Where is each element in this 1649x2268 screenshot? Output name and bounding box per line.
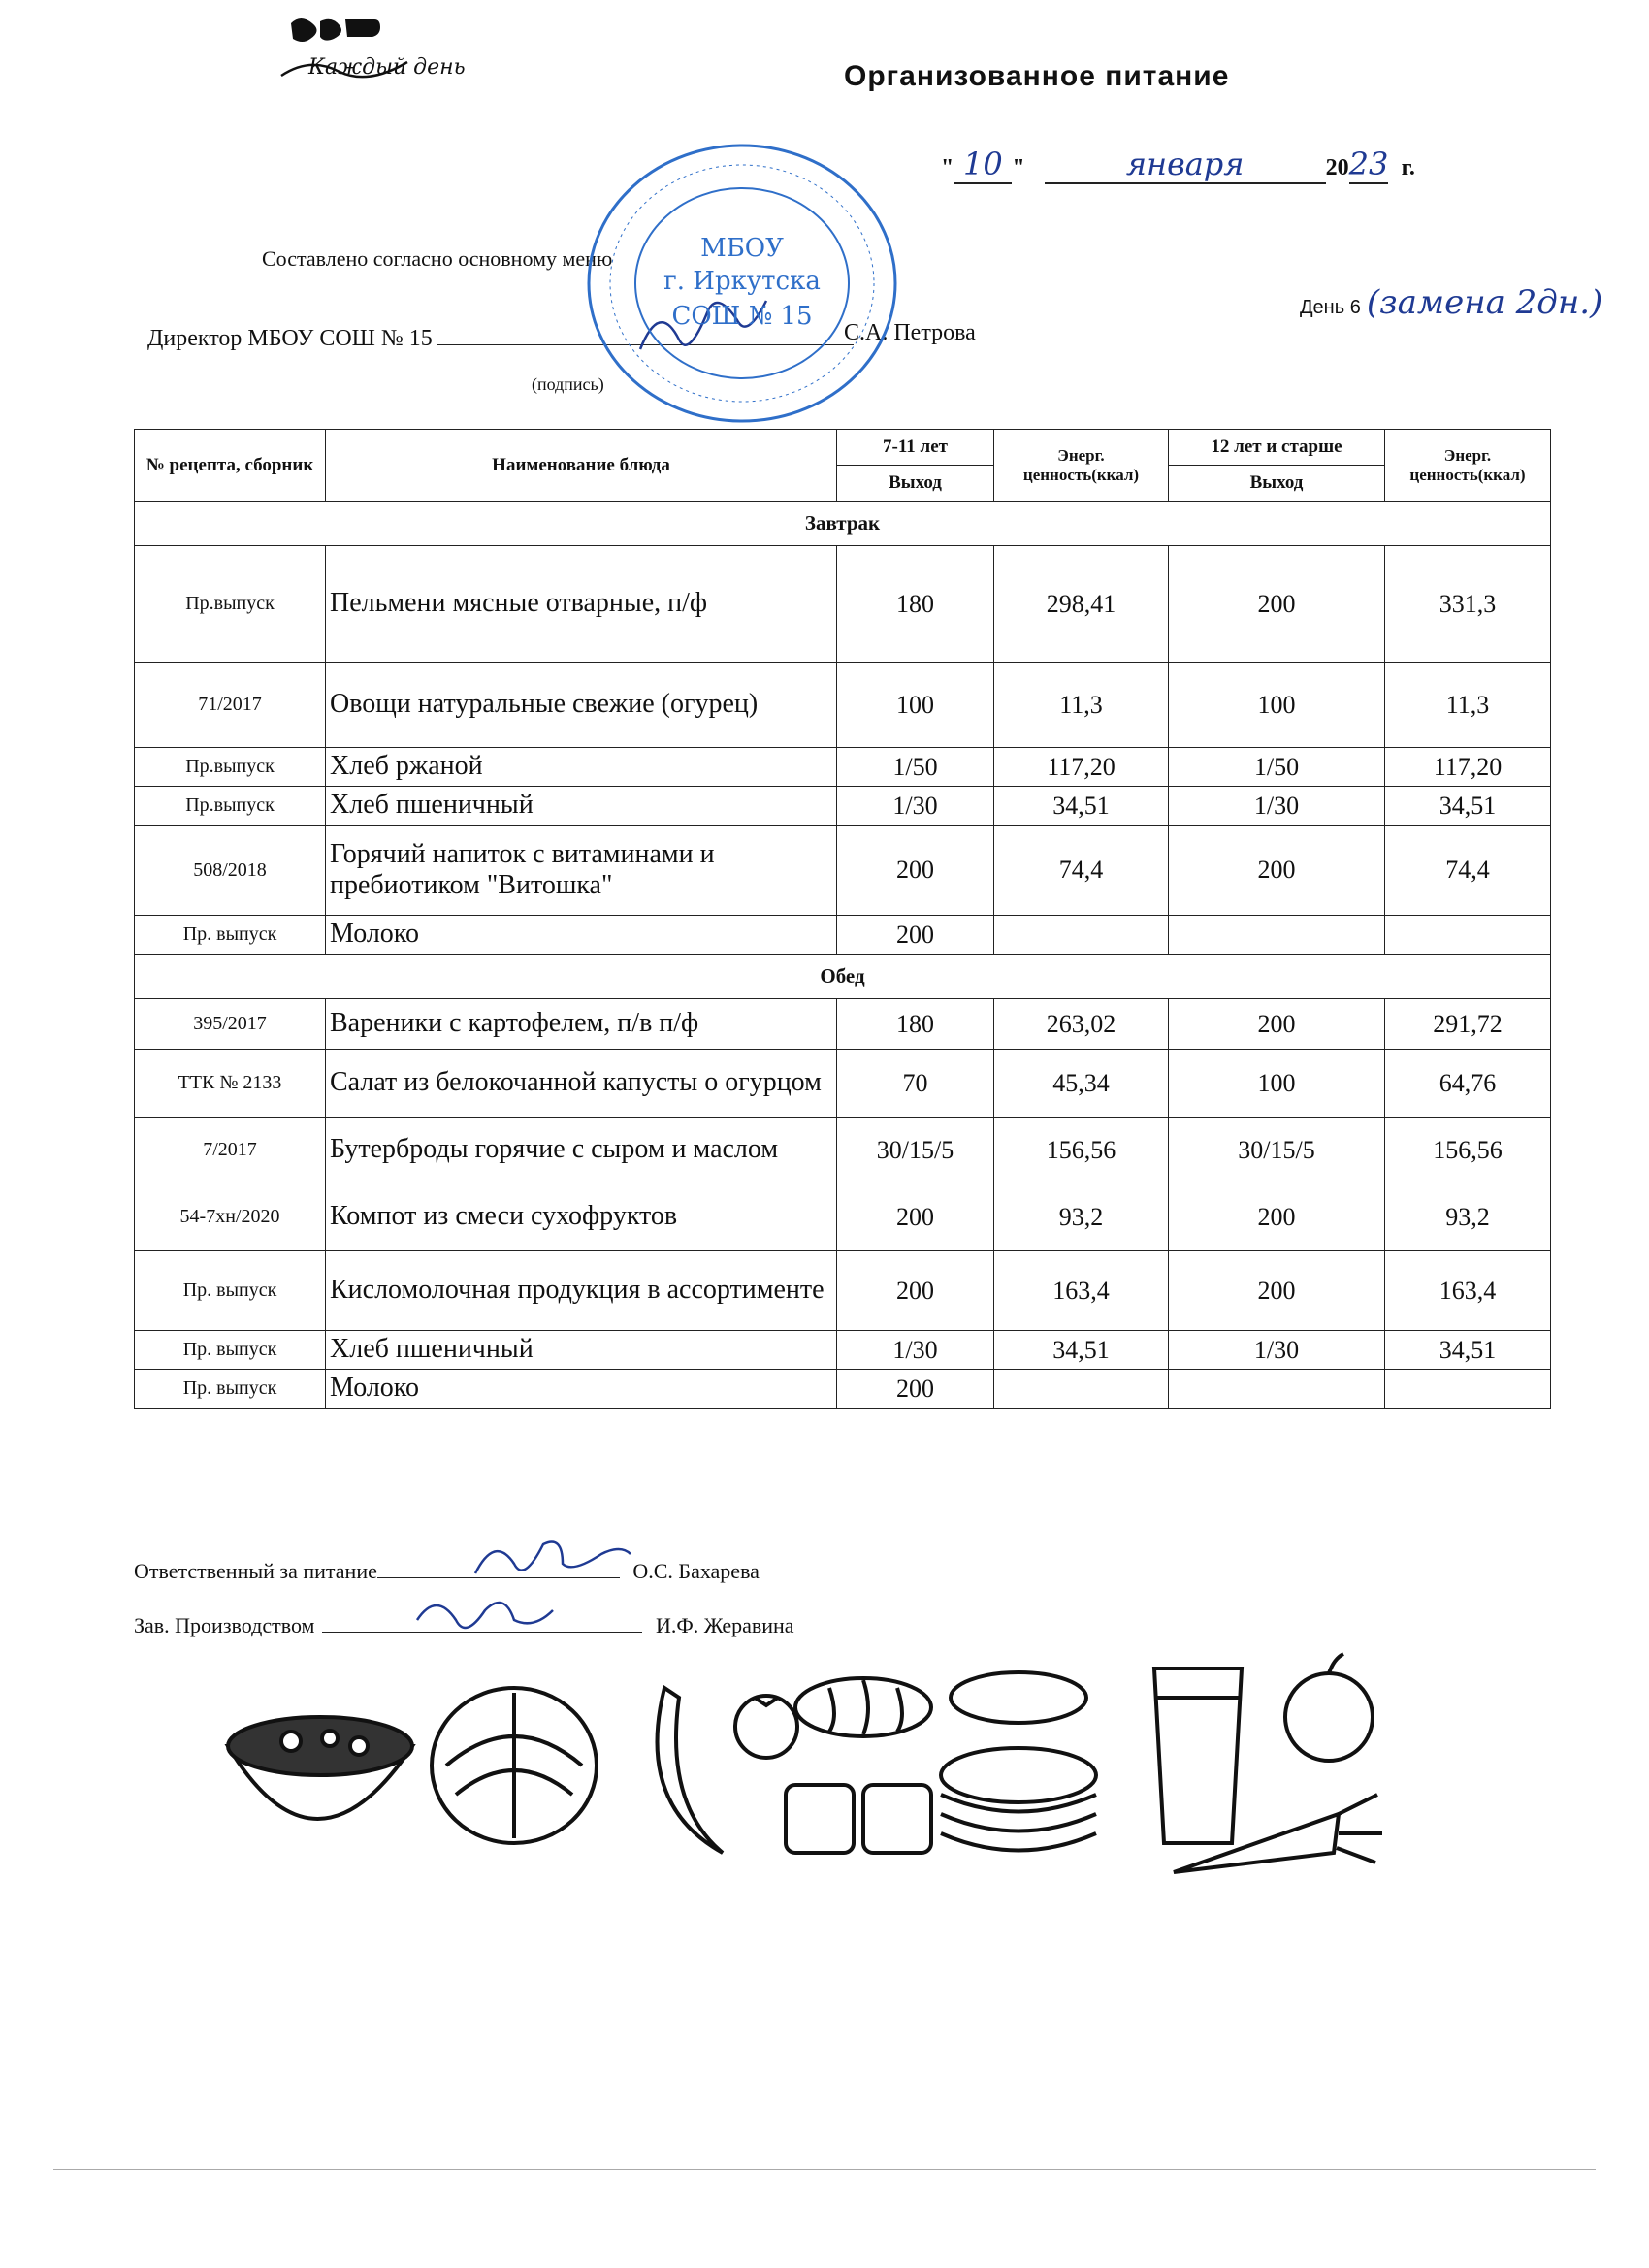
header-age-7-11: 7-11 лет — [837, 430, 994, 466]
output-12-plus-cell: 1/30 — [1169, 787, 1385, 826]
milk-glass-icon — [1154, 1669, 1242, 1843]
bread-icon — [795, 1678, 931, 1736]
recipe-cell: Пр.выпуск — [135, 787, 326, 826]
output-7-11-cell: 1/30 — [837, 787, 994, 826]
director-label: Директор МБОУ СОШ № 15 — [147, 326, 433, 351]
table-row — [135, 1331, 1551, 1370]
signature-caption: (подпись) — [532, 374, 604, 394]
table-row — [135, 1251, 1551, 1331]
responsible-signature — [466, 1535, 640, 1593]
output-12-plus-cell: 30/15/5 — [1169, 1118, 1385, 1183]
energy-12-plus-cell — [1385, 1370, 1551, 1409]
table-row — [135, 916, 1551, 955]
date-month: января — [1045, 146, 1326, 184]
dish-cell: Овощи натуральные свежие (огурец) — [326, 663, 837, 748]
dish-cell: Вареники с картофелем, п/в п/ф — [326, 999, 837, 1050]
output-12-plus-cell: 200 — [1169, 999, 1385, 1050]
date-year-suffix: 23 — [1348, 146, 1389, 182]
dish-cell: Молоко — [326, 1370, 837, 1409]
table-row — [135, 1050, 1551, 1118]
table-row — [135, 826, 1551, 916]
section-row — [135, 502, 1551, 546]
energy-12-plus-cell: 291,72 — [1385, 999, 1551, 1050]
cabbage-icon — [432, 1688, 597, 1843]
production-name: И.Ф. Жеравина — [655, 1613, 794, 1637]
recipe-cell: Пр. выпуск — [135, 916, 326, 955]
stamp-line2: г. Иркутска — [663, 267, 821, 296]
energy-7-11-cell — [994, 916, 1169, 955]
energy-7-11-cell: 93,2 — [994, 1183, 1169, 1251]
output-7-11-cell: 200 — [837, 1370, 994, 1409]
cucumber-icon — [951, 1672, 1086, 1723]
energy-12-plus-cell: 74,4 — [1385, 826, 1551, 916]
header-output-12-plus: Выход — [1169, 466, 1385, 502]
table-row — [135, 1183, 1551, 1251]
table-row — [135, 748, 1551, 787]
document-title: Организованное питание — [844, 60, 1230, 92]
energy-7-11-cell: 11,3 — [994, 663, 1169, 748]
director-name: С.А. Петрова — [844, 320, 976, 345]
dish-cell: Хлеб ржаной — [326, 748, 837, 787]
energy-12-plus-cell: 117,20 — [1385, 748, 1551, 787]
production-label: Зав. Производством — [134, 1613, 315, 1637]
dish-cell: Салат из белокочанной капусты о огурцом — [326, 1050, 837, 1118]
header-dish: Наименование блюда — [326, 430, 837, 502]
energy-7-11-cell: 34,51 — [994, 1331, 1169, 1370]
output-12-plus-cell: 200 — [1169, 1251, 1385, 1331]
recipe-cell: Пр. выпуск — [135, 1370, 326, 1409]
composed-note: Составлено согласно основному меню — [262, 246, 613, 271]
recipe-cell: 508/2018 — [135, 826, 326, 916]
dish-cell: Кисломолочная продукция в ассортименте — [326, 1251, 837, 1331]
table-row — [135, 1118, 1551, 1183]
table-row — [135, 787, 1551, 826]
energy-7-11-cell: 74,4 — [994, 826, 1169, 916]
header-output-7-11: Выход — [837, 466, 994, 502]
day-note: (замена 2дн.) — [1366, 283, 1603, 322]
energy-12-plus-cell: 156,56 — [1385, 1118, 1551, 1183]
energy-7-11-cell: 263,02 — [994, 999, 1169, 1050]
date-year-unit: г. — [1401, 155, 1415, 180]
dish-cell: Пельмени мясные отварные, п/ф — [326, 546, 837, 663]
output-12-plus-cell: 100 — [1169, 1050, 1385, 1118]
day-line — [1300, 283, 1602, 322]
output-12-plus-cell: 200 — [1169, 826, 1385, 916]
output-7-11-cell: 180 — [837, 999, 994, 1050]
energy-7-11-cell: 117,20 — [994, 748, 1169, 787]
dish-cell: Бутерброды горячие с сыром и маслом — [326, 1118, 837, 1183]
output-7-11-cell: 180 — [837, 546, 994, 663]
output-12-plus-cell: 200 — [1169, 1183, 1385, 1251]
energy-12-plus-cell: 34,51 — [1385, 787, 1551, 826]
energy-12-plus-cell: 64,76 — [1385, 1050, 1551, 1118]
output-7-11-cell: 200 — [837, 1251, 994, 1331]
dish-cell: Молоко — [326, 916, 837, 955]
output-7-11-cell: 1/30 — [837, 1331, 994, 1370]
logo-text: Каждый день — [308, 55, 466, 80]
dish-cell: Горячий напиток с витаминами и пребиотиком "Витошка" — [326, 826, 837, 916]
output-7-11-cell: 200 — [837, 916, 994, 955]
energy-12-plus-cell: 331,3 — [1385, 546, 1551, 663]
soup-bowl-icon — [228, 1717, 412, 1819]
cookies-icon — [786, 1785, 931, 1853]
section-row — [135, 955, 1551, 999]
tomato-icon — [735, 1696, 797, 1758]
apple-icon — [1285, 1654, 1373, 1761]
table-row — [135, 1370, 1551, 1409]
recipe-cell: 395/2017 — [135, 999, 326, 1050]
day-label: День 6 — [1300, 297, 1361, 318]
output-12-plus-cell — [1169, 916, 1385, 955]
energy-12-plus-cell: 163,4 — [1385, 1251, 1551, 1331]
responsible-label: Ответственный за питание — [134, 1559, 377, 1583]
recipe-cell: Пр. выпуск — [135, 1251, 326, 1331]
section-title: Обед — [135, 955, 1551, 999]
page-bottom-rule — [53, 2169, 1596, 2170]
pancakes-icon — [941, 1748, 1096, 1851]
energy-12-plus-cell: 11,3 — [1385, 663, 1551, 748]
energy-7-11-cell: 163,4 — [994, 1251, 1169, 1331]
recipe-cell: Пр. выпуск — [135, 1331, 326, 1370]
energy-7-11-cell: 34,51 — [994, 787, 1169, 826]
output-7-11-cell: 1/50 — [837, 748, 994, 787]
menu-table — [134, 429, 1551, 1409]
output-12-plus-cell — [1169, 1370, 1385, 1409]
responsible-name: О.С. Бахарева — [632, 1559, 760, 1583]
energy-12-plus-cell: 93,2 — [1385, 1183, 1551, 1251]
section-title: Завтрак — [135, 502, 1551, 546]
recipe-cell: Пр.выпуск — [135, 546, 326, 663]
energy-7-11-cell: 45,34 — [994, 1050, 1169, 1118]
school-stamp — [582, 138, 902, 429]
table-row — [135, 999, 1551, 1050]
stamp-line1: МБОУ — [700, 234, 784, 263]
dish-cell: Хлеб пшеничный — [326, 1331, 837, 1370]
output-7-11-cell: 100 — [837, 663, 994, 748]
output-7-11-cell: 200 — [837, 1183, 994, 1251]
header-age-12-plus: 12 лет и старше — [1169, 430, 1385, 466]
output-12-plus-cell: 1/30 — [1169, 1331, 1385, 1370]
logo — [272, 14, 466, 91]
energy-7-11-cell: 298,41 — [994, 546, 1169, 663]
responsible-line — [134, 1558, 760, 1584]
output-12-plus-cell: 100 — [1169, 663, 1385, 748]
output-7-11-cell: 30/15/5 — [837, 1118, 994, 1183]
recipe-cell: 71/2017 — [135, 663, 326, 748]
date-day: 10 — [954, 146, 1012, 184]
recipe-cell: 7/2017 — [135, 1118, 326, 1183]
energy-12-plus-cell: 34,51 — [1385, 1331, 1551, 1370]
output-12-plus-cell: 1/50 — [1169, 748, 1385, 787]
stamp-line3: СОШ № 15 — [671, 302, 813, 331]
energy-7-11-cell: 156,56 — [994, 1118, 1169, 1183]
food-illustrations — [223, 1649, 1416, 1882]
date-year-prefix: 20 — [1325, 155, 1349, 180]
header-energy-7-11: Энерг. ценность(ккал) — [994, 430, 1169, 502]
output-7-11-cell: 70 — [837, 1050, 994, 1118]
table-row — [135, 546, 1551, 663]
table-row — [135, 663, 1551, 748]
recipe-cell: 54-7хн/2020 — [135, 1183, 326, 1251]
output-7-11-cell: 200 — [837, 826, 994, 916]
date-line: " 10 " января 2023 г. — [941, 146, 1415, 182]
dish-cell: Компот из смеси сухофруктов — [326, 1183, 837, 1251]
production-signature — [407, 1591, 563, 1639]
banana-icon — [658, 1688, 724, 1853]
header-recipe: № рецепта, сборник — [135, 430, 326, 502]
energy-7-11-cell — [994, 1370, 1169, 1409]
output-12-plus-cell: 200 — [1169, 546, 1385, 663]
energy-12-plus-cell — [1385, 916, 1551, 955]
dish-cell: Хлеб пшеничный — [326, 787, 837, 826]
recipe-cell: ТТК № 2133 — [135, 1050, 326, 1118]
header-energy-12-plus: Энерг. ценность(ккал) — [1385, 430, 1551, 502]
recipe-cell: Пр.выпуск — [135, 748, 326, 787]
